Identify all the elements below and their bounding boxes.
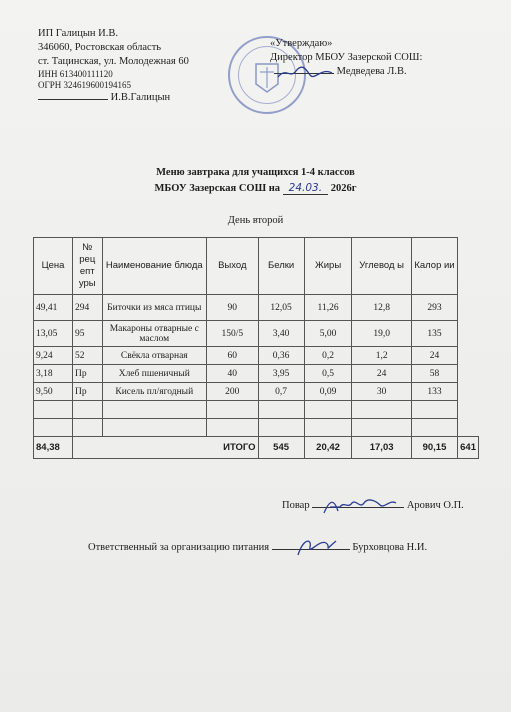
col-proteins: Белки xyxy=(258,238,304,295)
cell-carbs: 24 xyxy=(352,365,411,383)
cell-price: 9,50 xyxy=(34,383,73,401)
day-label: День второй xyxy=(227,215,284,226)
empty-cell xyxy=(411,419,457,437)
cell-recipe: 294 xyxy=(73,295,103,321)
cell-dish-name: Макароны отварные с маслом xyxy=(102,321,207,347)
empty-cell xyxy=(352,401,411,419)
approval-position: Директор МБОУ Зазерской СОШ: xyxy=(270,52,423,63)
approval-title: «Утверждаю» xyxy=(270,38,333,49)
col-carbs: Углевод ы xyxy=(352,238,411,295)
cell-portion: 90 xyxy=(207,295,259,321)
total-label: ИТОГО xyxy=(73,437,259,459)
col-fats: Жиры xyxy=(304,238,352,295)
empty-cell xyxy=(352,419,411,437)
cell-portion: 150/5 xyxy=(207,321,259,347)
cook-signature-icon xyxy=(320,495,400,517)
menu-subtitle xyxy=(0,182,511,194)
menu-year: 2026г xyxy=(330,183,357,194)
cell-calories: 135 xyxy=(411,321,457,347)
table-row xyxy=(34,347,479,365)
cell-fats: 0,09 xyxy=(304,383,352,401)
cell-recipe: Пр xyxy=(73,365,103,383)
entrepreneur-inn: ИНН 613400111120 xyxy=(38,69,113,79)
cell-price: 13,05 xyxy=(34,321,73,347)
cell-dish-name: Свёкла отварная xyxy=(102,347,207,365)
empty-cell xyxy=(73,401,103,419)
empty-cell xyxy=(207,401,259,419)
total-fats: 17,03 xyxy=(352,437,411,459)
empty-cell xyxy=(411,401,457,419)
cell-recipe: 52 xyxy=(73,347,103,365)
cell-fats: 11,26 xyxy=(304,295,352,321)
table-header-row xyxy=(34,238,479,295)
col-price: Цена xyxy=(34,238,73,295)
table-row xyxy=(34,295,479,321)
empty-cell xyxy=(304,419,352,437)
responsible-signature-block xyxy=(88,542,427,553)
cell-carbs: 30 xyxy=(352,383,411,401)
responsible-label: Ответственный за организацию питания xyxy=(88,542,270,553)
entrepreneur-signature-line xyxy=(38,91,189,105)
cell-calories: 293 xyxy=(411,295,457,321)
table-row xyxy=(34,321,479,347)
empty-cell xyxy=(258,419,304,437)
responsible-signature-line xyxy=(272,549,350,550)
empty-cell xyxy=(34,419,73,437)
cell-dish-name: Хлеб пшеничный xyxy=(102,365,207,383)
approval-block xyxy=(270,37,422,79)
approval-signature-line xyxy=(270,65,422,79)
total-proteins: 20,42 xyxy=(304,437,352,459)
empty-cell xyxy=(207,419,259,437)
cell-price: 9,24 xyxy=(34,347,73,365)
cell-price: 3,18 xyxy=(34,365,73,383)
cell-proteins: 3,95 xyxy=(258,365,304,383)
empty-cell xyxy=(258,401,304,419)
menu-date: 24.03. xyxy=(283,182,328,195)
cell-calories: 24 xyxy=(411,347,457,365)
cell-recipe: Пр xyxy=(73,383,103,401)
cell-portion: 40 xyxy=(207,365,259,383)
cook-name: Арович О.П. xyxy=(406,500,464,511)
empty-row xyxy=(34,419,479,437)
cell-carbs: 12,8 xyxy=(352,295,411,321)
table-row xyxy=(34,365,479,383)
cell-portion: 60 xyxy=(207,347,259,365)
empty-cell xyxy=(102,419,207,437)
cell-recipe: 95 xyxy=(73,321,103,347)
cook-signature-block xyxy=(282,500,464,511)
cell-carbs: 19,0 xyxy=(352,321,411,347)
responsible-name: Бурховцова Н.И. xyxy=(352,542,428,553)
cell-carbs: 1,2 xyxy=(352,347,411,365)
total-price: 84,38 xyxy=(34,437,73,459)
cook-signature-line xyxy=(312,507,404,508)
responsible-signature-icon xyxy=(292,535,342,559)
cell-portion: 200 xyxy=(207,383,259,401)
cell-proteins: 0,7 xyxy=(258,383,304,401)
menu-title: Меню завтрака для учащихся 1-4 классов xyxy=(156,167,355,178)
entrepreneur-name: ИП Галицын И.В. xyxy=(38,28,118,39)
cell-fats: 5,00 xyxy=(304,321,352,347)
cell-proteins: 12,05 xyxy=(258,295,304,321)
entrepreneur-address-street: ст. Тацинская, ул. Молодежная 60 xyxy=(38,56,189,67)
total-portion: 545 xyxy=(258,437,304,459)
empty-cell xyxy=(34,401,73,419)
total-carbs: 90,15 xyxy=(411,437,457,459)
empty-row xyxy=(34,401,479,419)
empty-cell xyxy=(102,401,207,419)
menu-table xyxy=(33,237,479,459)
cell-calories: 58 xyxy=(411,365,457,383)
empty-cell xyxy=(304,401,352,419)
col-portion: Выход xyxy=(207,238,259,295)
director-signature-icon xyxy=(276,65,336,81)
col-calories: Калор ии xyxy=(411,238,457,295)
director-name: Медведева Л.В. xyxy=(336,66,407,77)
cell-dish-name: Кисель пл/ягодный xyxy=(102,383,207,401)
cell-fats: 0,5 xyxy=(304,365,352,383)
cook-label: Повар xyxy=(282,500,310,511)
cell-proteins: 0,36 xyxy=(258,347,304,365)
entrepreneur-address-region: 346060, Ростовская область xyxy=(38,42,162,53)
cell-dish-name: Биточки из мяса птицы xyxy=(102,295,207,321)
cell-calories: 133 xyxy=(411,383,457,401)
cell-proteins: 3,40 xyxy=(258,321,304,347)
total-calories: 641 xyxy=(458,437,479,459)
col-recipe: № рец епт уры xyxy=(73,238,103,295)
cell-fats: 0,2 xyxy=(304,347,352,365)
total-row xyxy=(34,437,479,459)
cell-price: 49,41 xyxy=(34,295,73,321)
school-name: МБОУ Зазерская СОШ на xyxy=(154,183,281,194)
entrepreneur-ogrn: ОГРН 324619600194165 xyxy=(38,80,131,90)
entrepreneur-sign-name: И.В.Галицын xyxy=(110,92,171,103)
col-dish-name: Наименование блюда xyxy=(102,238,207,295)
table-row xyxy=(34,383,479,401)
empty-cell xyxy=(73,419,103,437)
entrepreneur-header xyxy=(38,27,189,105)
